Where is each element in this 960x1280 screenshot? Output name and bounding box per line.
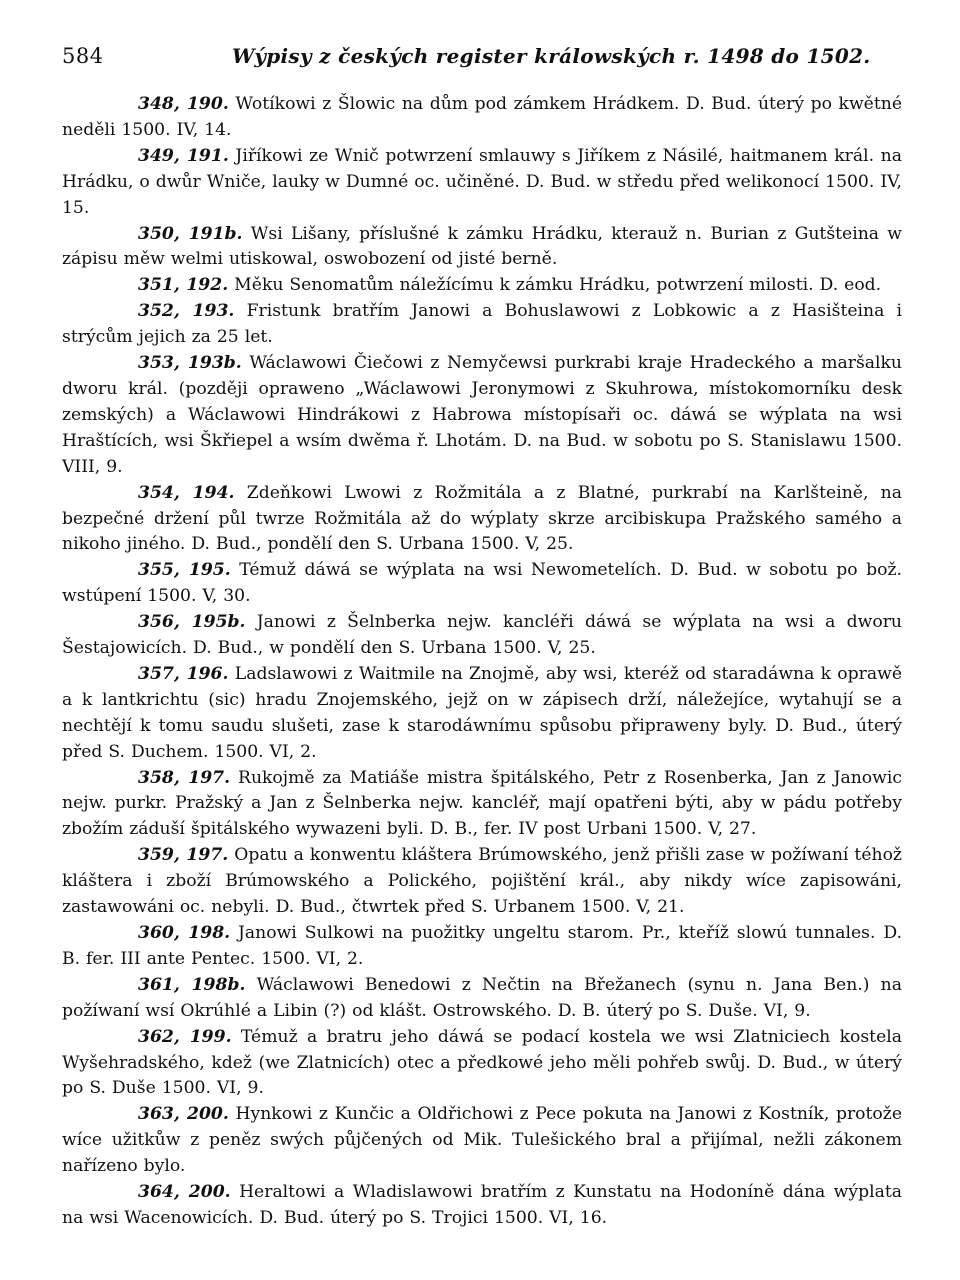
running-title: Wýpisy z českých register králowských r. 1498 do 1502. — [232, 44, 871, 68]
register-entry — [62, 558, 902, 610]
entry-reference: 356, 195b. — [138, 612, 246, 633]
entry-reference: 363, 200. — [138, 1104, 229, 1125]
register-entry — [62, 351, 902, 481]
entry-text: Wáclawowi Čiečowi z Nemyčewsi purkrabi kraje Hradeckého a maršalku dworu král. (později opraweno „Wáclawowi Jeronymowi z Skuhrowa, místokomorníku desk zemských) a Wáclawowi Hindrákowi z Habrowa místopísaři oc. dáwá se wýplata na wsi Hraštících, wsi Škřiepel a wsím dwěma ř. Lhotám. D. na Bud. w sobotu po S. Stanislawu 1500. VIII, 9. — [62, 353, 903, 477]
entry-reference: 359, 197. — [138, 845, 229, 866]
register-entry — [62, 921, 902, 973]
entry-text: Wsi Lišany, příslušné k zámku Hrádku, kterauž n. Burian z Gutšteina w zápisu měw welmi utiskowal, oswobození od jisté berně. — [62, 223, 902, 270]
running-head — [62, 40, 902, 74]
entry-reference: 357, 196. — [138, 663, 229, 684]
register-entry — [62, 273, 902, 299]
entry-text: Ladslawowi z Waitmile na Znojmě, aby wsi, kteréž od staradáwna k oprawě a k lantkrichtu (sic) hradu Znojemského, jejž on w zápisech drží, náležejíce, wytahují se a nechtějí k tomu saudu slušeti, zase k starodáwnímu spůsobu připraweny byly. D. Bud., úterý před S. Duchem. 1500. VI, 2. — [62, 663, 902, 762]
register-entry — [62, 766, 902, 844]
register-entry — [62, 662, 902, 766]
entry-text: Rukojmě za Matiáše mistra špitálského, Petr z Rosenberka, Jan z Janowic nejw. purkr. Pražský a Jan z Šelnberka nejw. kancléř, mají opatřeni býti, aby w pádu potřeby zbožím záduší špitálského wywazeni byli. D. B., fer. IV post Urbani 1500. V, 27. — [62, 767, 902, 840]
entry-text: Témuž a bratru jeho dáwá se podací kostela we wsi Zlatniciech kostela Wyšehradského, kdež (we Zlatnicích) otec a předkowé jeho měli pohřeb swůj. D. Bud., w úterý po S. Duše 1500. VI, 9. — [62, 1026, 902, 1099]
entry-reference: 348, 190. — [138, 94, 229, 114]
entry-text: Opatu a konwentu kláštera Brúmowského, jenž přišli zase w požíwaní téhož kláštera i zboží Brúmowského a Polického, pojištění král., aby nikdy wíce zapisowáni, zastawowáni oc. nebyli. D. Bud., čtwrtek před S. Urbanem 1500. V, 21. — [62, 845, 902, 918]
register-entry — [62, 1180, 902, 1232]
entry-reference: 353, 193b. — [138, 353, 242, 374]
register-entry — [62, 222, 902, 274]
register-entry — [62, 481, 902, 559]
register-entry — [62, 610, 902, 662]
register-entry — [62, 973, 902, 1025]
entry-text: Témuž dáwá se wýplata na wsi Newometelích. D. Bud. w sobotu po bož. wstúpení 1500. V, 30. — [62, 560, 902, 607]
entry-reference: 351, 192. — [138, 275, 229, 296]
entry-reference: 358, 197. — [138, 767, 231, 788]
entry-text: Hynkowi z Kunčic a Oldřichowi z Pece pokuta na Janowi z Kostník, protože wíce užitkůw z peněz swých půjčených od Mik. Tulešického bral a přijímal, nežli zákonem nařízeno bylo. — [62, 1104, 902, 1177]
entry-text: Jiříkowi ze Wnič potwrzení smlauwy s Jiříkem z Násilé, haitmanem král. na Hrádku, o dwůr Wniče, lauky w Dumné oc. učiněné. D. Bud. w středu před welikonocí 1500. IV, 15. — [62, 145, 902, 218]
entry-reference: 362, 199. — [138, 1026, 232, 1047]
register-entry — [62, 1025, 902, 1103]
register-entries — [62, 92, 902, 1232]
entry-reference: 355, 195. — [138, 560, 231, 581]
entry-text: Heraltowi a Wladislawowi bratřím z Kunstatu na Hodoníně dána wýplata na wsi Wacenowicích. D. Bud. úterý po S. Trojici 1500. VI, 16. — [62, 1182, 902, 1228]
page-number: 584 — [62, 44, 104, 68]
entry-reference: 364, 200. — [138, 1182, 231, 1203]
register-entry — [62, 144, 902, 222]
entry-text: Janowi z Šelnberka nejw. kancléři dáwá se wýplata na wsi a dworu Šestajowicích. D. Bud., w pondělí den S. Urbana 1500. V, 25. — [62, 612, 902, 659]
entry-reference: 360, 198. — [138, 923, 231, 943]
register-entry — [62, 299, 902, 351]
entry-text: Wáclawowi Benedowi z Nečtin na Břežanech (synu n. Jana Ben.) na požíwaní wsí Okrúhlé a Libin (?) od klášt. Ostrowského. D. B. úterý po S. Duše. VI, 9. — [62, 974, 902, 1021]
entry-text: Janowi Sulkowi na puožitky ungeltu starom. Pr., kteříž slowú tunnales. D. B. fer. III ante Pentec. 1500. VI, 2. — [62, 923, 902, 969]
register-entry — [62, 843, 902, 921]
entry-reference: 354, 194. — [138, 482, 235, 503]
entry-text: Zdeňkowi Lwowi z Rožmitála a z Blatné, purkrabí na Karlšteině, na bezpečné držení půl twrze Rožmitála až do wýplaty skrze arcibiskupa Pražského samého a nikoho jiného. D. Bud., pondělí den S. Urbana 1500. V, 25. — [62, 482, 902, 555]
entry-text: Měku Senomatům náležícímu k zámku Hrádku, potwrzení milosti. D. eod. — [228, 275, 882, 296]
entry-reference: 350, 191b. — [138, 223, 243, 244]
entry-reference: 352, 193. — [138, 301, 235, 322]
register-entry — [62, 1102, 902, 1180]
entry-text: Wotíkowi z Šlowic na dům pod zámkem Hrádkem. D. Bud. úterý po kwětné neděli 1500. IV, 14. — [62, 94, 902, 140]
entry-reference: 361, 198b. — [138, 974, 246, 995]
register-entry — [62, 92, 902, 144]
entry-reference: 349, 191. — [138, 145, 229, 166]
entry-text: Fristunk bratřím Janowi a Bohuslawowi z Lobkowic a z Hasišteina i strýcům jejich za 25 let. — [62, 301, 902, 348]
